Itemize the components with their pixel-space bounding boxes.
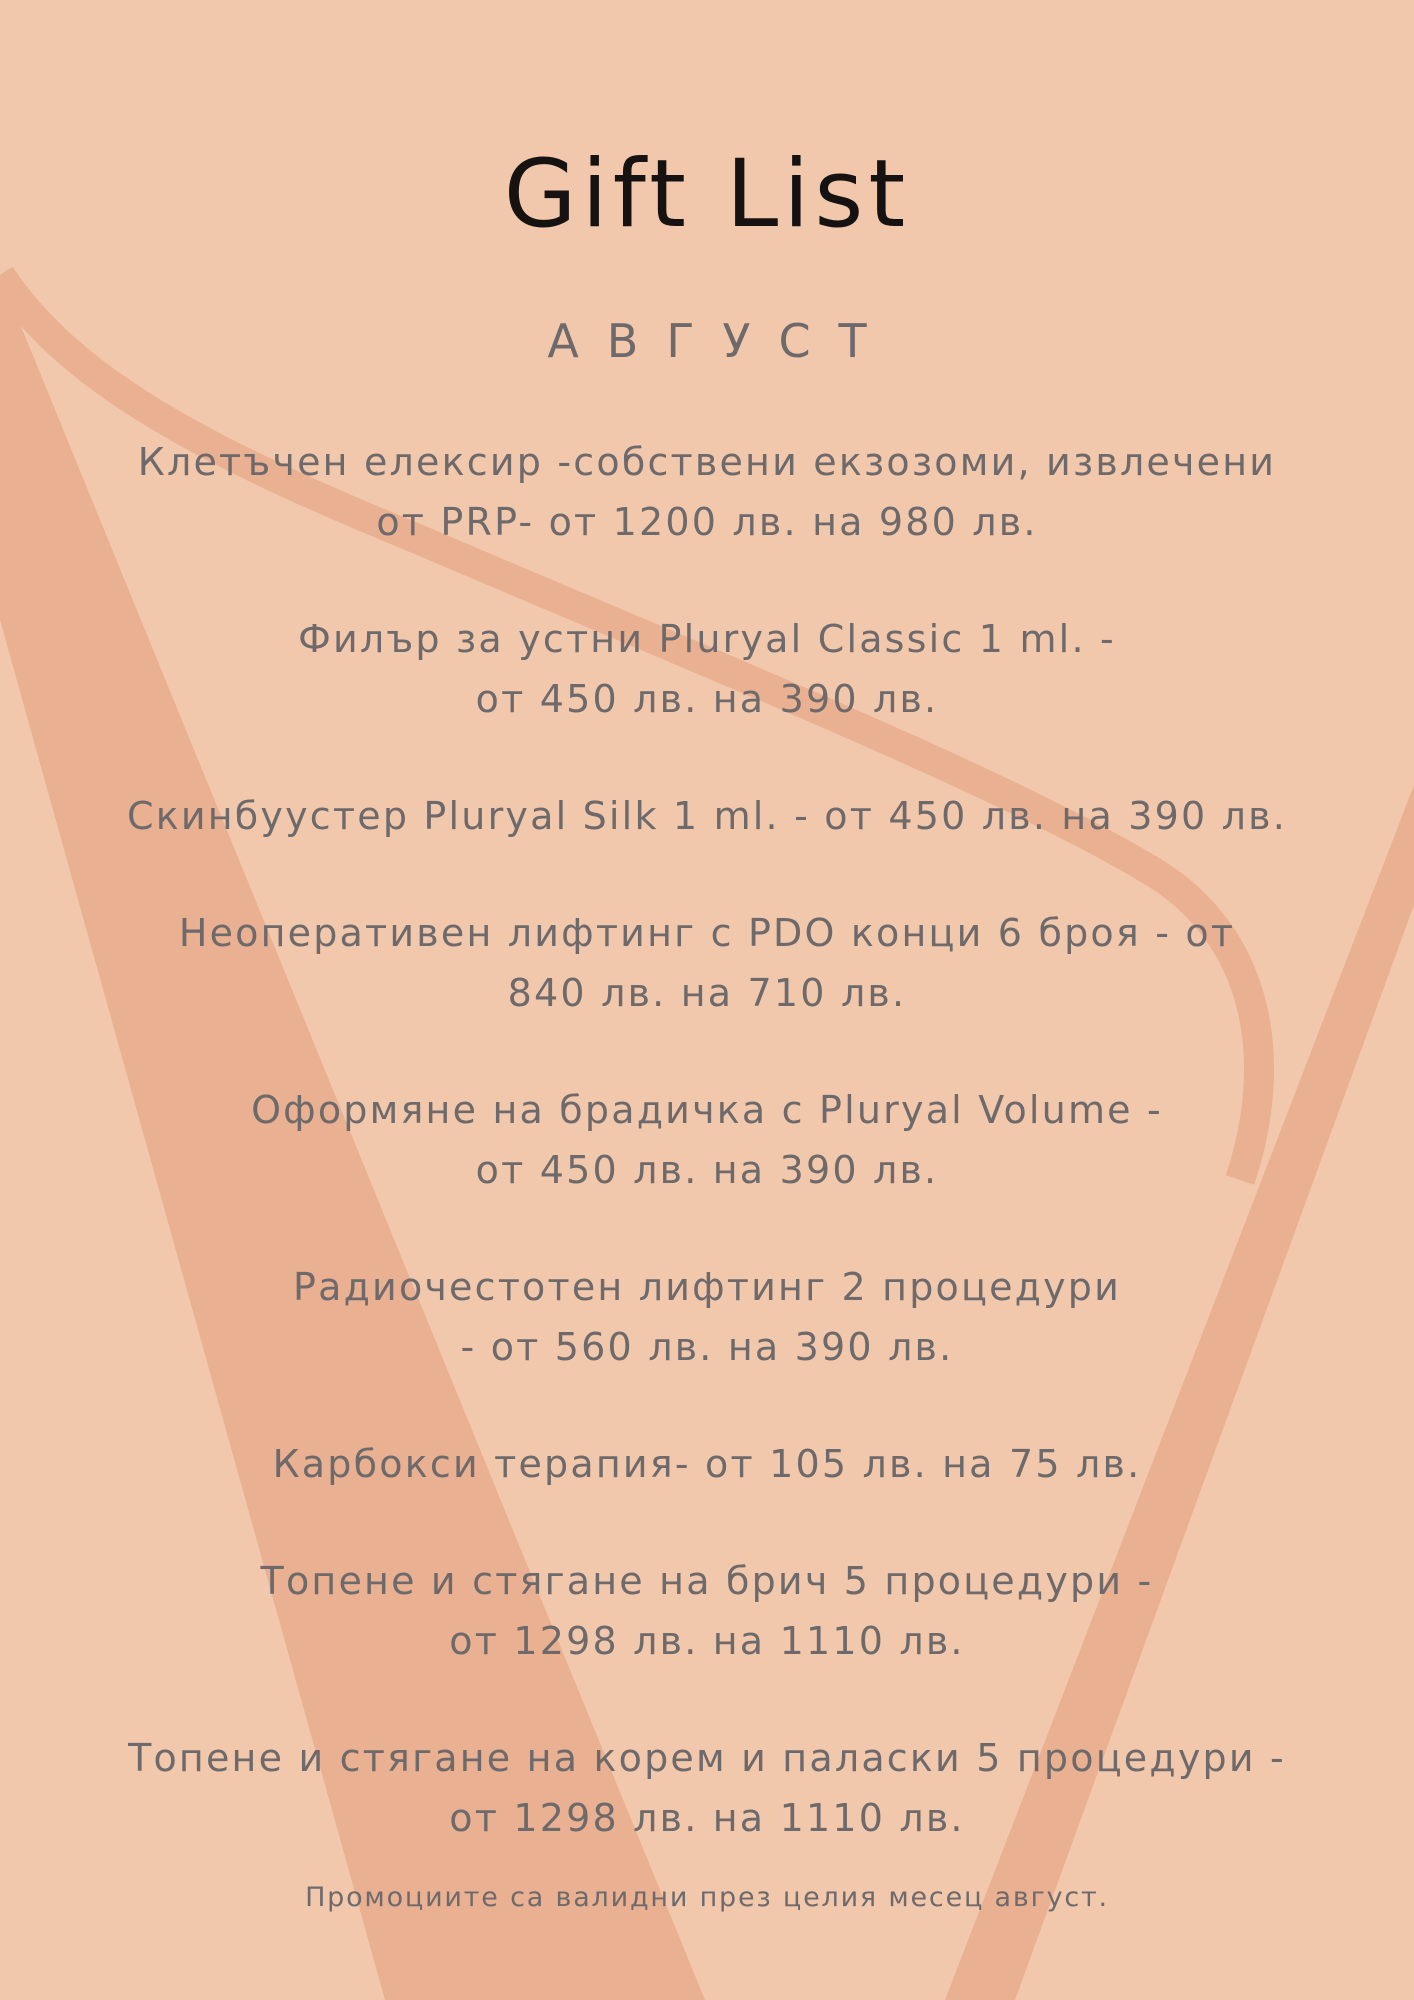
promo-item <box>60 432 1354 552</box>
promo-item <box>60 1551 1354 1671</box>
promo-item-line: от 450 лв. на 390 лв. <box>475 1148 939 1192</box>
month-subtitle: АВГУСТ <box>547 314 895 368</box>
promo-item <box>60 1257 1354 1377</box>
promo-item-line: Радиочестотен лифтинг 2 процедури <box>292 1265 1122 1309</box>
promo-item <box>60 609 1354 729</box>
promo-item <box>60 1434 1354 1494</box>
promo-item <box>60 1080 1354 1200</box>
page-title: Gift List <box>503 140 911 249</box>
promo-item-line: Карбокси терапия- от 105 лв. на 75 лв. <box>272 1442 1142 1486</box>
promo-item <box>60 786 1354 846</box>
promo-item-line: Клетъчен елексир -собствени екзозоми, извлечени <box>137 440 1277 484</box>
promo-item-line: Топене и стягане на корем и паласки 5 процедури - <box>128 1736 1286 1780</box>
promo-item-line: Топене и стягане на брич 5 процедури - <box>260 1559 1154 1603</box>
promo-item-line: от 1298 лв. на 1110 лв. <box>449 1796 965 1840</box>
promo-item-line: Скинбуустер Pluryal Silk 1 ml. - от 450 лв. на 390 лв. <box>126 794 1288 838</box>
promo-item-line: - от 560 лв. на 390 лв. <box>460 1325 954 1369</box>
promo-item-line: Оформяне на брадичка с Pluryal Volume - <box>251 1088 1163 1132</box>
promo-item-line: от 450 лв. на 390 лв. <box>475 677 939 721</box>
validity-note: Промоциите са валидни през целия месец август. <box>305 1882 1109 1913</box>
promo-item <box>60 903 1354 1023</box>
promo-item-line: Неоперативен лифтинг с PDO конци 6 броя - от <box>178 911 1236 955</box>
promo-item-line: Филър за устни Pluryal Classic 1 ml. - <box>298 617 1116 661</box>
promo-item-line: от 1298 лв. на 1110 лв. <box>449 1619 965 1663</box>
promo-item <box>60 1728 1354 1848</box>
promo-item-line: 840 лв. на 710 лв. <box>507 971 907 1015</box>
promo-list <box>60 432 1354 1905</box>
promo-item-line: от PRP- от 1200 лв. на 980 лв. <box>376 500 1038 544</box>
